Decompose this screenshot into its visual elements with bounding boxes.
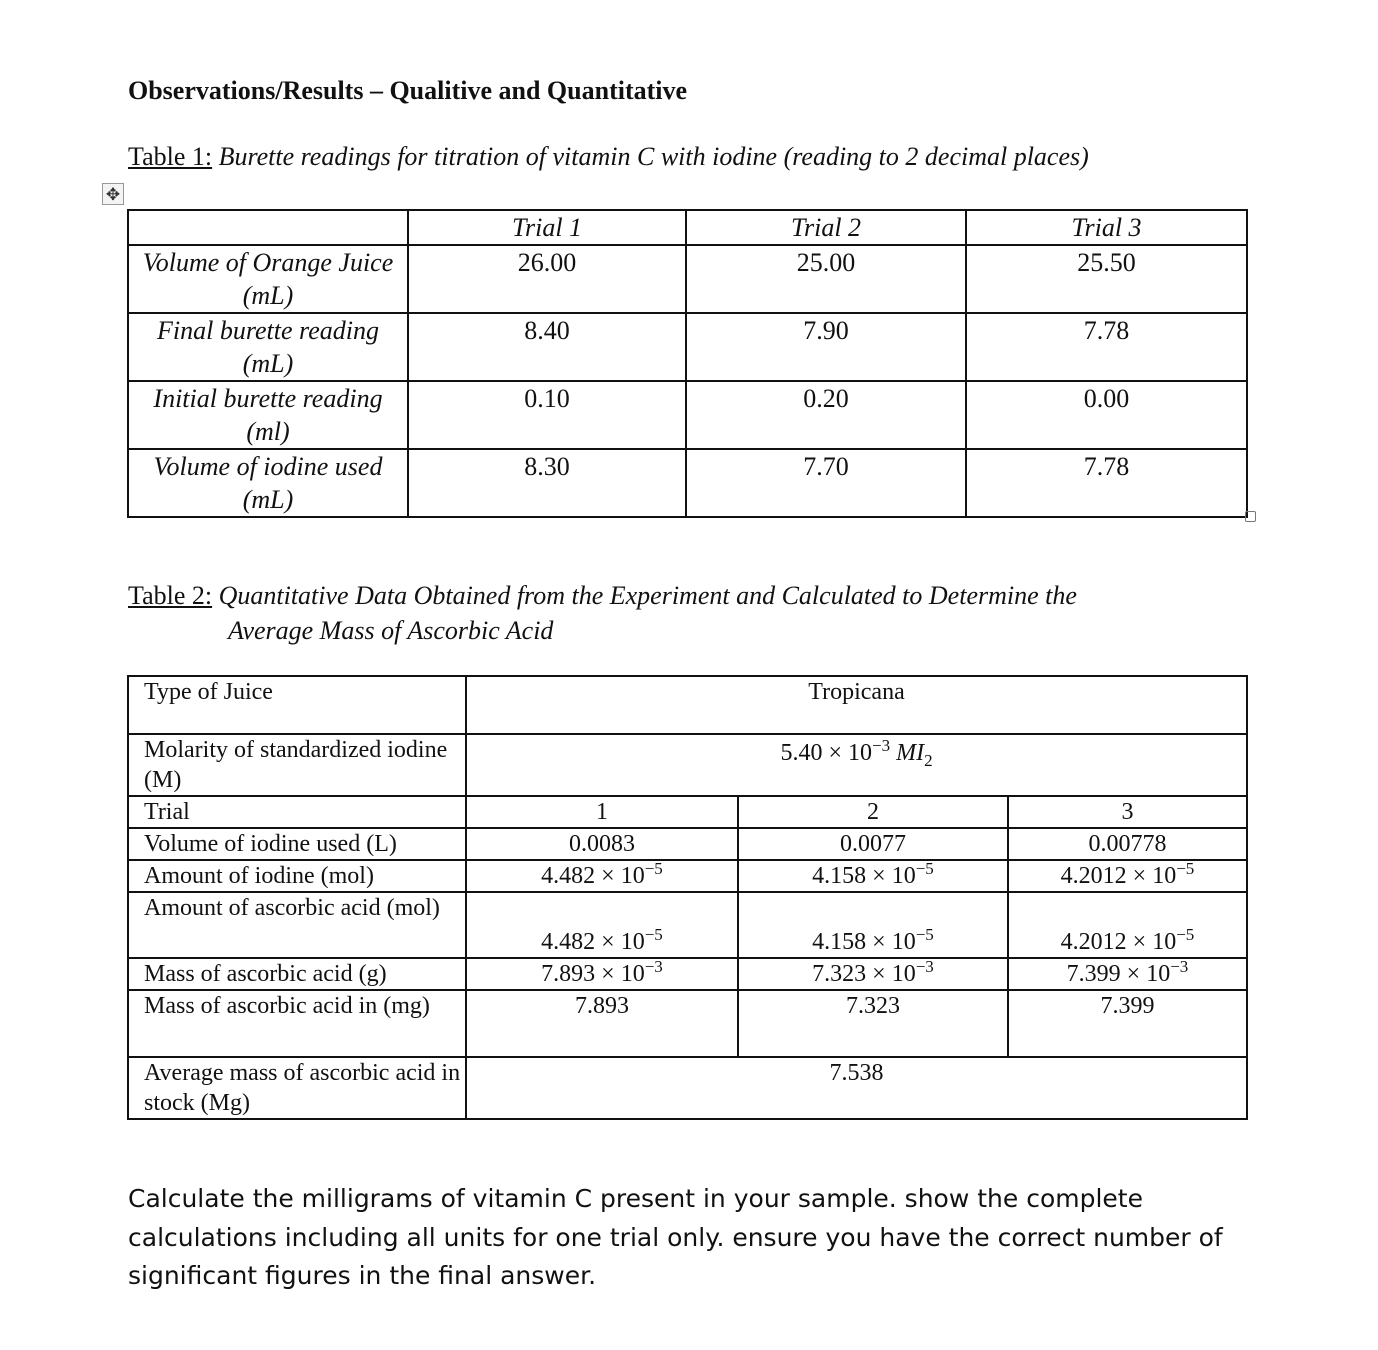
cell-value: 0.00 <box>966 381 1247 449</box>
row-label: Final burette reading (mL) <box>128 313 408 381</box>
mantissa: 4.2012 × 10 <box>1060 929 1177 955</box>
trial-number: 3 <box>1008 796 1247 828</box>
mantissa: 4.158 × 10 <box>812 929 916 955</box>
row-label: Volume of iodine used (mL) <box>128 449 408 517</box>
cell-value: 7.78 <box>966 449 1247 517</box>
row-label: Molarity of standardized iodine (M) <box>128 734 466 796</box>
cell-value <box>738 860 1008 892</box>
cell-value: 26.00 <box>408 245 686 313</box>
cell-value <box>466 860 738 892</box>
table-row <box>128 676 1247 734</box>
mantissa: 7.893 × 10 <box>541 961 645 987</box>
table-row <box>128 734 1247 796</box>
table-header-row <box>128 210 1247 245</box>
trial-number: 1 <box>466 796 738 828</box>
mantissa: 4.482 × 10 <box>541 863 645 889</box>
row-label: Average mass of ascorbic acid in stock (Mg) <box>128 1057 466 1119</box>
cell-value: 0.0077 <box>738 828 1008 860</box>
table-row <box>128 990 1247 1057</box>
cell-value: 0.20 <box>686 381 966 449</box>
row-label: Mass of ascorbic acid in (mg) <box>128 990 466 1057</box>
question-text: Calculate the milligrams of vitamin C present in your sample. show the complete calculations including all units for one trial only. ensure you have the correct number of significant figures in the final answer. <box>128 1184 1223 1290</box>
molarity-exponent: −3 <box>871 736 891 755</box>
empty-header-cell <box>128 210 408 245</box>
cell-value: 7.78 <box>966 313 1247 381</box>
row-label: Volume of iodine used (L) <box>128 828 466 860</box>
cell-value: 7.893 <box>466 990 738 1057</box>
mantissa: 4.482 × 10 <box>541 929 645 955</box>
table-row <box>128 892 1247 958</box>
mantissa: 4.2012 × 10 <box>1060 863 1177 889</box>
cell-value <box>738 892 1008 958</box>
cell-value <box>1008 892 1247 958</box>
table-row <box>128 449 1247 517</box>
row-label: Amount of iodine (mol) <box>128 860 466 892</box>
cell-value: 7.399 <box>1008 990 1247 1057</box>
table-row <box>128 796 1247 828</box>
exponent: −5 <box>915 925 934 944</box>
cell-value <box>466 958 738 990</box>
cell-value <box>1008 860 1247 892</box>
exponent: −5 <box>915 859 934 878</box>
cell-value: 0.00778 <box>1008 828 1247 860</box>
cell-value: 0.0083 <box>466 828 738 860</box>
table-row <box>128 1057 1247 1119</box>
cell-value: 7.323 <box>738 990 1008 1057</box>
mantissa: 7.399 × 10 <box>1066 961 1171 987</box>
row-label: Mass of ascorbic acid (g) <box>128 958 466 990</box>
mantissa: 4.158 × 10 <box>812 863 916 889</box>
table-row <box>128 313 1247 381</box>
mantissa: 7.323 × 10 <box>812 961 916 987</box>
table-row <box>128 828 1247 860</box>
row-label: Trial <box>128 796 466 828</box>
table-move-handle-icon[interactable]: ✥ <box>102 183 124 205</box>
cell-value <box>1008 958 1247 990</box>
exponent: −3 <box>915 957 934 976</box>
table2-caption-line2: Average Mass of Ascorbic Acid <box>228 616 554 645</box>
header-trial-1: Trial 1 <box>408 210 686 245</box>
exponent: −3 <box>644 957 663 976</box>
header-trial-2: Trial 2 <box>686 210 966 245</box>
row-label: Volume of Orange Juice (mL) <box>128 245 408 313</box>
table2-caption-line1: Quantitative Data Obtained from the Experiment and Calculated to Determine the <box>218 581 1077 610</box>
header-trial-3: Trial 3 <box>966 210 1247 245</box>
cell-value: 7.70 <box>686 449 966 517</box>
table1-caption-label: Table 1: <box>128 142 213 171</box>
cell-value <box>466 892 738 958</box>
exponent: −5 <box>1176 925 1195 944</box>
exponent: −5 <box>644 925 663 944</box>
table2-caption <box>128 578 1077 648</box>
row-label: Initial burette reading (ml) <box>128 381 408 449</box>
cell-value: 0.10 <box>408 381 686 449</box>
table1-caption <box>128 142 1089 172</box>
juice-type-value: Tropicana <box>466 676 1247 734</box>
burette-readings-table <box>127 209 1248 518</box>
molarity-mantissa: 5.40 × 10 <box>780 740 872 766</box>
cell-value: 25.00 <box>686 245 966 313</box>
trial-number: 2 <box>738 796 1008 828</box>
row-label: Amount of ascorbic acid (mol) <box>128 892 466 958</box>
average-mass-value: 7.538 <box>466 1057 1247 1119</box>
section-heading: Observations/Results – Qualitive and Quantitative <box>128 76 688 105</box>
ascorbic-acid-table <box>127 675 1248 1120</box>
molarity-value <box>466 734 1247 796</box>
exponent: −5 <box>644 859 663 878</box>
table-row <box>128 245 1247 313</box>
row-label: Type of Juice <box>128 676 466 734</box>
table1-caption-text: Burette readings for titration of vitamin C with iodine (reading to 2 decimal places) <box>218 142 1089 171</box>
molarity-unit: MI <box>896 740 925 766</box>
cell-value: 7.90 <box>686 313 966 381</box>
table-row <box>128 381 1247 449</box>
table2-caption-label: Table 2: <box>128 581 213 610</box>
cell-value: 8.30 <box>408 449 686 517</box>
exponent: −5 <box>1176 859 1195 878</box>
table-row <box>128 860 1247 892</box>
cell-value: 25.50 <box>966 245 1247 313</box>
exponent: −3 <box>1170 957 1189 976</box>
table-resize-handle-icon[interactable] <box>1245 511 1256 522</box>
molarity-subscript: 2 <box>924 750 933 770</box>
table-row <box>128 958 1247 990</box>
cell-value: 8.40 <box>408 313 686 381</box>
cell-value <box>738 958 1008 990</box>
